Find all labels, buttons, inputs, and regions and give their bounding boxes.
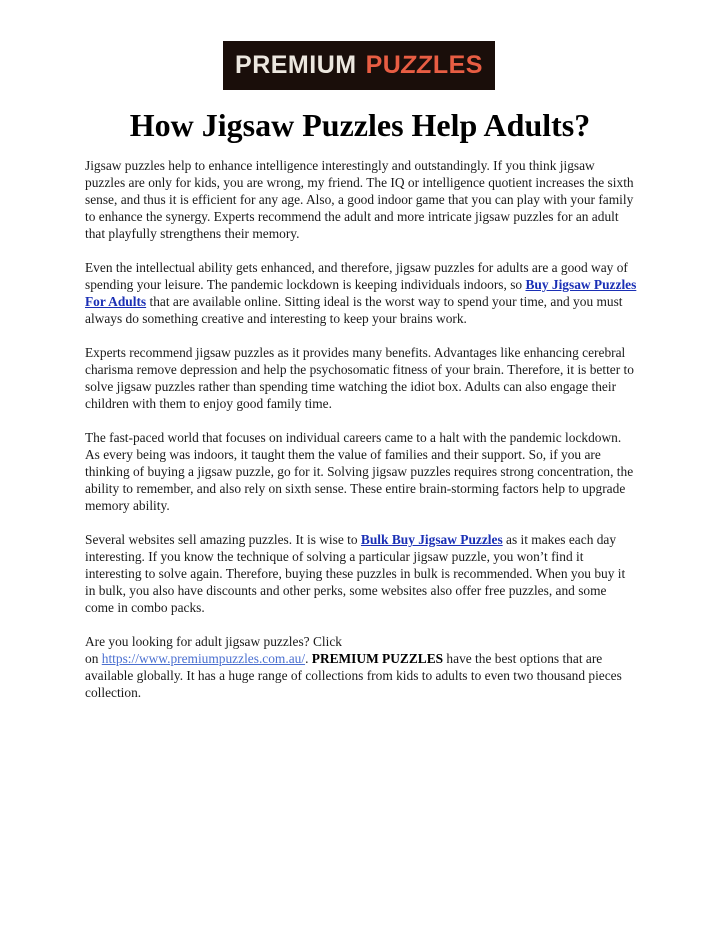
brand-name-text: PREMIUM PUZZLES <box>311 651 444 666</box>
buy-jigsaw-puzzles-link[interactable]: Buy Jigsaw Puzzles For Adults <box>85 277 637 309</box>
page-title: How Jigsaw Puzzles Help Adults? <box>129 107 591 143</box>
article-body <box>85 157 637 718</box>
paragraph-call-to-action: Are you looking for adult jigsaw puzzles? Click on https://www.premiumpuzzles.com.au/. PREMIUM PUZZLES have the best options that are available globally. It has a huge range of collections from kids to adults to even two thousand pieces collection. <box>85 634 622 700</box>
premiumpuzzles-website-link[interactable]: https://www.premiumpuzzles.com.au/ <box>101 651 306 666</box>
paragraph-leisure: Even the intellectual ability gets enhanced, and therefore, jigsaw puzzles for adults are a good way of spending your leisure. The pandemic lockdown is keeping individuals indoors, so Buy Jigsaw Puzzles For Adults that are available online. Sitting ideal is the worst way to spend your time, and you must always do something creative and interesting to keep your brains work. <box>85 260 637 326</box>
paragraph-benefits: Experts recommend jigsaw puzzles as it provides many benefits. Advantages like enhancing cerebral charisma remove depression and help the psychosomatic fitness of your brain. Therefore, it is better to solve jigsaw puzzles rather than spending time watching the idiot box. Adults can also engage their children with them to enjoy good family time. <box>85 345 634 411</box>
logo-word-puzzles: PUZZLES <box>365 51 483 79</box>
brand-logo <box>223 41 495 90</box>
paragraph-lockdown: The fast-paced world that focuses on individual careers came to a halt with the pandemic lockdown. As every being was indoors, it taught them the value of families and their support. So, if you are thinking of buying a jigsaw puzzle, go for it. Solving jigsaw puzzles requires strong concentration, the ability to remember, and also rely on sixth sense. These entire brain-storming factors help to upgrade memory ability. <box>85 430 634 513</box>
paragraph-intro: Jigsaw puzzles help to enhance intelligence interestingly and outstandingly. If you think jigsaw puzzles are only for kids, you are wrong, my friend. The IQ or intelligence quotient increases the sixth sense, and thus it is efficient for any age. Also, a good indoor game that you can play with your family to enhance the synergy. Experts recommend the adult and more intricate jigsaw puzzles for an adult that playfully strengthens their memory. <box>85 158 634 241</box>
logo-word-premium: PREMIUM <box>235 51 357 79</box>
bulk-buy-jigsaw-puzzles-link[interactable]: Bulk Buy Jigsaw Puzzles <box>360 532 503 547</box>
paragraph-bulk: Several websites sell amazing puzzles. It is wise to Bulk Buy Jigsaw Puzzles as it makes each day interesting. If you know the technique of solving a particular jigsaw puzzle, you won’t find it interesting to solve again. Therefore, buying these puzzles in bulk is recommended. When you buy it in bulk, you also have discounts and other perks, some websites also offer free puzzles, and some come in combo packs. <box>85 532 626 615</box>
